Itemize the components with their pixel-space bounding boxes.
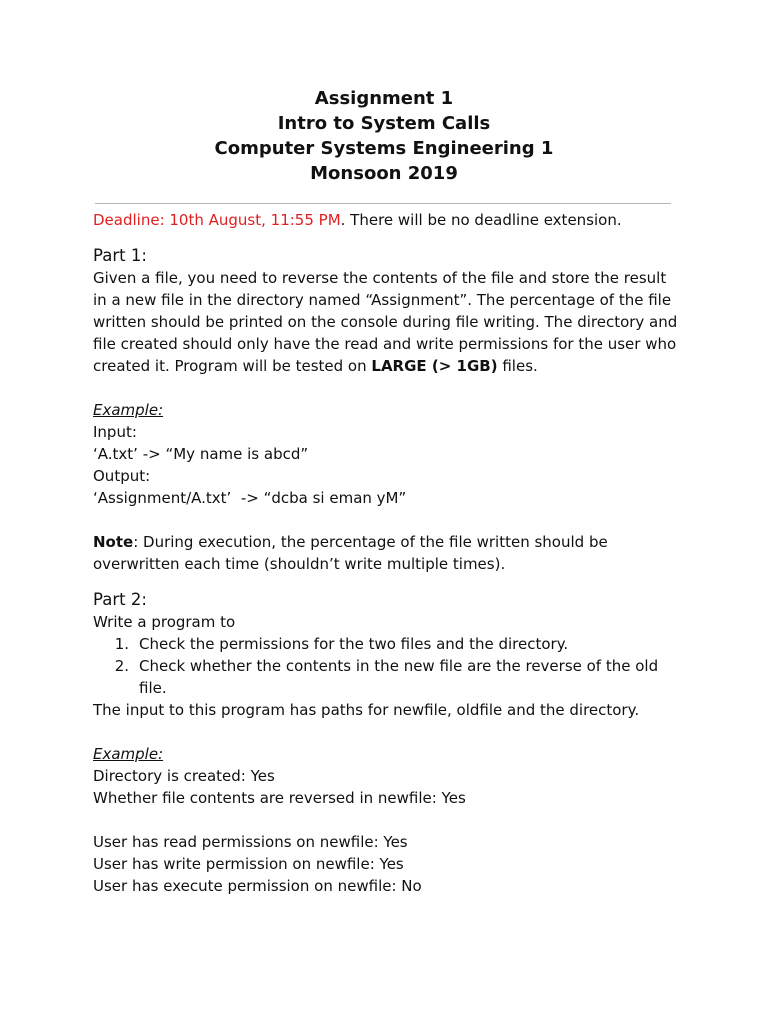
result-line: Whether file contents are reversed in newfile: Yes xyxy=(93,789,466,807)
deadline-line xyxy=(93,209,683,231)
part1-intro xyxy=(93,267,683,377)
deadline-label: Deadline: 10th August, 11:55 PM xyxy=(93,211,341,229)
part1-output-value: ‘Assignment/A.txt’ -> “dcba si eman yM” xyxy=(93,489,407,507)
part2-heading: Part 2: xyxy=(93,590,147,609)
part1-intro-bold: LARGE (> 1GB) xyxy=(371,357,498,375)
result-line: User has write permission on newfile: Yes xyxy=(93,855,404,873)
part2-intro: Write a program to xyxy=(93,613,236,631)
list-item-text: Check whether the contents in the new file are the reverse of the old file. xyxy=(139,657,659,697)
part2-example-label: Example: xyxy=(93,745,164,763)
document-body xyxy=(93,209,683,897)
list-item-number: 2. xyxy=(114,657,129,675)
part1-example-label: Example: xyxy=(93,401,164,419)
title-line-topic: Intro to System Calls xyxy=(277,113,491,134)
list-item-text: Check the permissions for the two files and the directory. xyxy=(139,635,569,653)
part1-note xyxy=(93,531,683,575)
part1-intro-end: files. xyxy=(497,357,538,375)
document-title xyxy=(0,86,768,186)
title-line-course: Computer Systems Engineering 1 xyxy=(214,138,554,159)
list-item-number: 1. xyxy=(114,635,129,653)
title-divider xyxy=(95,203,671,204)
result-line: User has read permissions on newfile: Yes xyxy=(93,833,408,851)
title-line-term: Monsoon 2019 xyxy=(310,163,458,184)
part1-input-label: Input: xyxy=(93,423,137,441)
part1-input-value: ‘A.txt’ -> “My name is abcd” xyxy=(93,445,309,463)
result-line: User has execute permission on newfile: No xyxy=(93,877,422,895)
deadline-suffix: . There will be no deadline extension. xyxy=(340,211,622,229)
part1-intro-text: Given a file, you need to reverse the contents of the file and store the result in a new file in the directory named “Assignment”. The percentage of the file written should be printed on the console during file writing. The directory and file created should only have the read and write permissions for the user who created it. Program will be tested on xyxy=(93,269,678,375)
result-line: Directory is created: Yes xyxy=(93,767,275,785)
list-item xyxy=(93,633,683,655)
part2-input-description: The input to this program has paths for newfile, oldfile and the directory. xyxy=(93,701,640,719)
title-line-assignment: Assignment 1 xyxy=(314,88,454,109)
part1-output-label: Output: xyxy=(93,467,151,485)
note-text: : During execution, the percentage of the file written should be overwritten each time (shouldn’t write multiple times). xyxy=(93,533,608,573)
part1-heading: Part 1: xyxy=(93,246,147,265)
note-label: Note xyxy=(93,533,134,551)
list-item xyxy=(93,655,683,699)
part2-task-list xyxy=(93,633,683,699)
